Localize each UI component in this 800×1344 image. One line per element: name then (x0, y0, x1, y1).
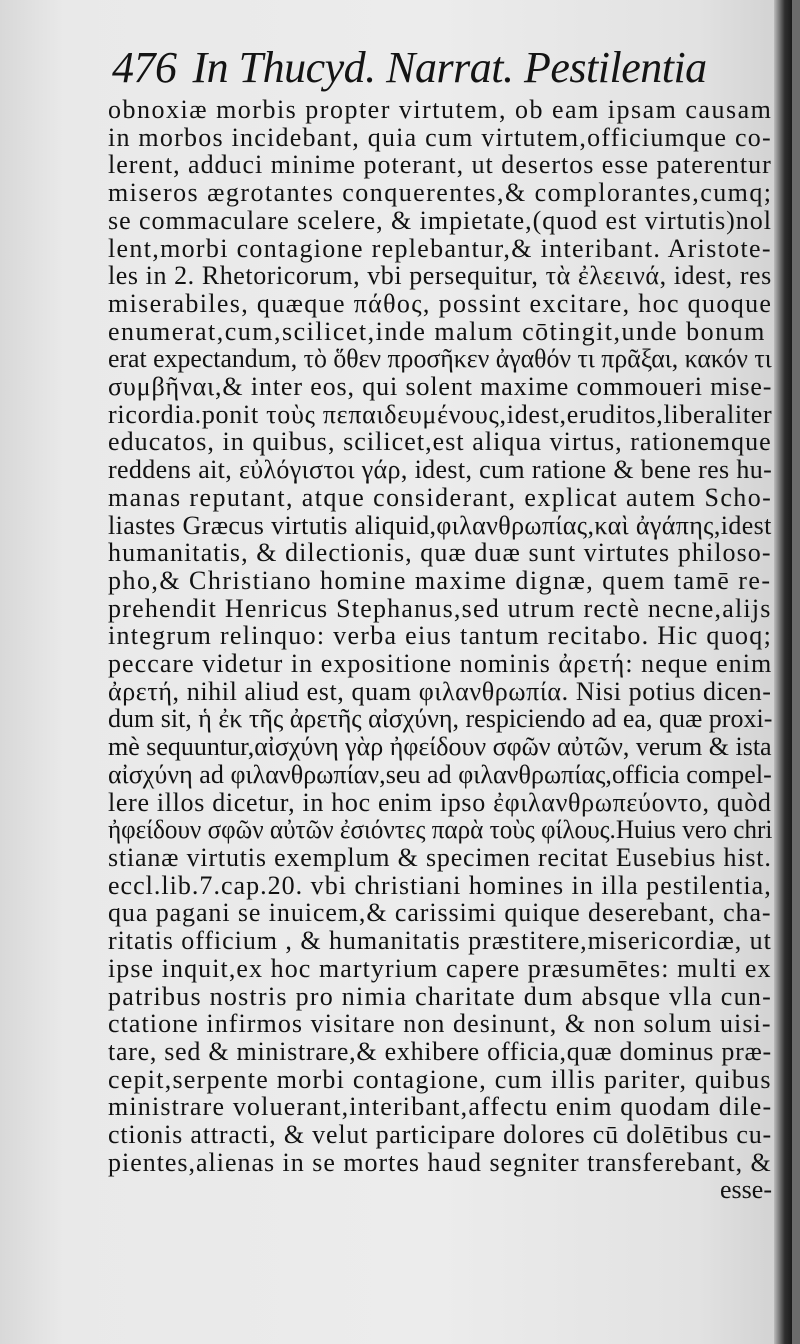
text-line: ctionis attracti, & velut participare dolores cū dolētibus cu- (108, 1120, 772, 1150)
text-line: eccl.lib.7.cap.20. vbi christiani homines in illa pestilentia, (108, 870, 772, 900)
text-line: ctatione infirmos visitare non desinunt, & non solum uisi- (108, 1009, 772, 1039)
text-line: mè sequuntur,αἰσχύνη γὰρ ἠφείδουν σφῶν αὐτῶν, verum & ista (108, 732, 772, 762)
text-line: αἰσχύνη ad φιλανθρωπίαν,seu ad φιλανθρωπίας,officia compel- (108, 759, 772, 789)
text-line: manas reputant, atque considerant, explicat autem Scho- (108, 482, 773, 512)
text-line: cepit,serpente morbi contagione, cum illis pariter, quibus (108, 1064, 772, 1094)
text-line: pho,& Christiano homine maxime dignæ, quem tamē re- (108, 565, 772, 595)
page-header (112, 42, 732, 92)
text-line: humanitatis, & dilectionis, quæ duæ sunt virtutes philoso- (108, 538, 772, 568)
text-line: les in 2. Rhetoricorum, vbi persequitur, τὰ ἐλεεινά, idest, res (108, 261, 772, 291)
text-line: educatos, in quibus, scilicet,est aliqua virtus, rationemque (108, 427, 772, 457)
text-line: peccare videtur in expositione nominis ἀρετή: neque enim (108, 649, 773, 679)
text-line: qua pagani se inuicem,& carissimi quique deserebant, cha- (108, 898, 772, 928)
body-text (108, 96, 772, 1204)
text-line: pientes,alienas in se mortes haud segniter transferebant, & (108, 1147, 772, 1177)
text-line: erat expectandum, τὸ ὅθεν προσῆκεν ἀγαθόν τι πρᾶξαι, κακόν τι (108, 344, 772, 374)
text-line: in morbos incidebant, quia cum virtutem,officiumque co- (108, 122, 772, 152)
text-line: liastes Græcus virtutis aliquid,φιλανθρωπίας,καὶ ἀγάπης,idest (108, 510, 772, 540)
running-title: In Thucyd. Narrat. Pestilentia (192, 43, 707, 92)
page-edge-shadow (774, 0, 792, 1344)
text-line: obnoxiæ morbis propter virtutem, ob eam ipsam causam (108, 95, 773, 124)
text-line: miserabiles, quæque πάθος, possint excitare, hoc quoque (108, 288, 773, 318)
text-line: ipse inquit,ex hoc martyrium capere præsumētes: multi ex (108, 953, 772, 983)
text-line: dum sit, ἡ ἐκ τῆς ἀρετῆς αἰσχύνη, respiciendo ad ea, quæ proxi- (108, 704, 773, 734)
text-line: patribus nostris pro nimia charitate dum absque vlla cun- (108, 981, 773, 1011)
text-line: lent,morbi contagione replebantur,& interibant. Aristote- (108, 233, 772, 263)
text-line: ritatis officium , & humanitatis præstitere,misericordiæ, ut (108, 926, 772, 956)
text-line: ministrare voluerant,interibant,affectu enim quodam dile- (108, 1092, 773, 1122)
text-line: reddens ait, εὐλόγιστοι γάρ, idest, cum ratione & bene res hu- (108, 455, 773, 485)
text-line: prehendit Henricus Stephanus,sed utrum rectè necne,alijs (108, 593, 772, 623)
text-line: συμβῆναι,& inter eos, qui solent maxime commoueri mise- (108, 372, 773, 402)
text-line: lerent, adduci minime poterant, ut desertos esse paterentur (108, 150, 772, 180)
text-line: tare, sed & ministrare,& exhibere officia,quæ dominus præ- (108, 1036, 772, 1066)
text-line: esse- (720, 1175, 772, 1205)
text-line: ἠφείδουν σφῶν αὐτῶν ἐσιόντες παρὰ τοὺς φίλους.Huius vero chri (108, 815, 773, 845)
text-line: integrum relinquo: verba eius tantum recitabo. Hic quoq; (108, 621, 773, 651)
text-line: stianæ virtutis exemplum & specimen recitat Eusebius hist. (108, 842, 772, 872)
text-line: se commaculare scelere, & impietate,(quod est virtutis)nol (108, 205, 772, 235)
text-line: miseros ægrotantes conquerentes,& complorantes,cumq; (108, 178, 773, 208)
text-line: ἀρετή, nihil aliud est, quam φιλανθρωπία. Nisi potius dicen- (108, 676, 772, 706)
text-line: ricordia.ponit τοὺς πεπαιδευμένους,idest,eruditos,liberaliter (108, 399, 773, 429)
page-number: 476 (112, 43, 177, 92)
text-line: enumerat,cum,scilicet,inde malum cōtingit,unde bonum (108, 316, 766, 346)
text-line: lere illos dicetur, in hoc enim ipso ἐφιλανθρωπεύοντο, quòd (108, 787, 772, 817)
